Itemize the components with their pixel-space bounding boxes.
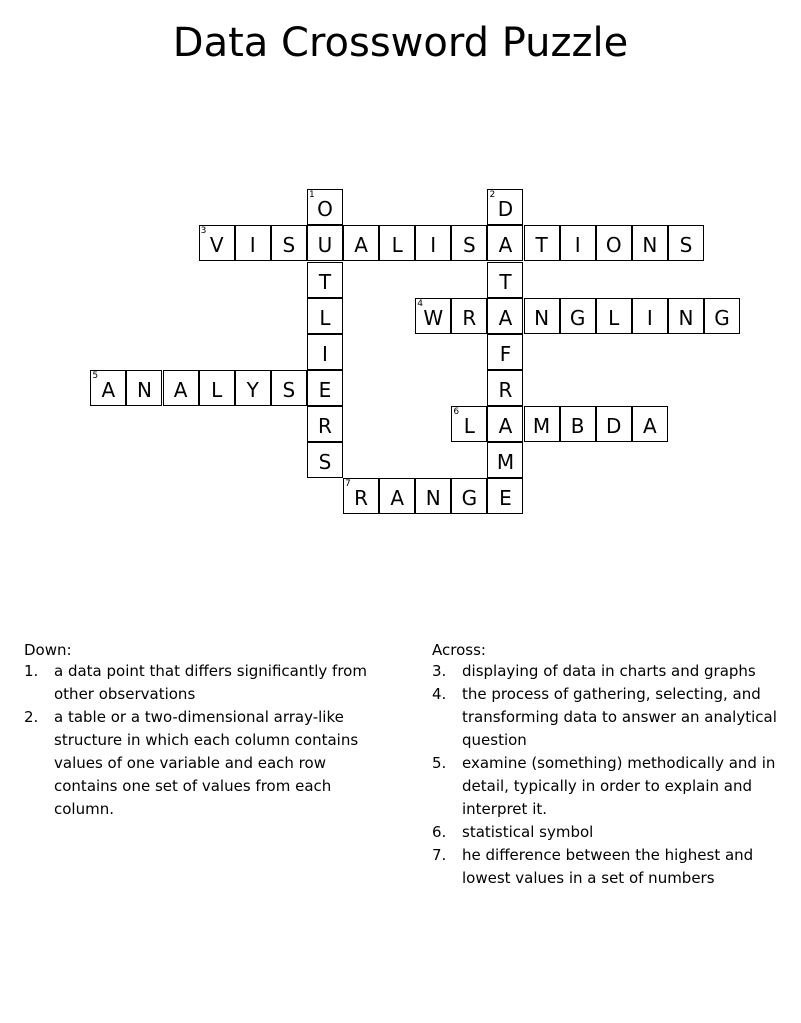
cell-letter: L [211,377,223,402]
clue-text: statistical symbol [462,823,594,841]
clue-text: examine (something) methodically and in detail, typically in order to explain and interpret it. [462,754,776,818]
grid-cell[interactable] [235,370,271,406]
grid-cell[interactable] [668,298,704,334]
grid-cell[interactable] [343,225,379,261]
cell-letter: L [608,305,620,330]
cell-letter: N [678,305,694,330]
cell-letter: F [499,341,512,366]
grid-cell[interactable] [632,298,668,334]
cell-letter: S [282,377,296,402]
grid-cell[interactable] [199,225,235,261]
grid-cell[interactable] [596,406,632,442]
grid-cell[interactable] [487,189,523,225]
cell-letter: T [499,269,512,294]
grid-cell[interactable] [487,334,523,370]
cell-letter: V [209,233,224,258]
cell-letter: A [498,233,513,258]
grid-cell[interactable] [487,478,523,514]
grid-cell[interactable] [487,262,523,298]
grid-cell[interactable] [307,370,343,406]
clue-number-label: 6 [453,406,460,417]
grid-cell[interactable] [451,298,487,334]
cell-letter: S [318,450,332,475]
cell-letter: A [498,413,513,438]
clue-text: a data point that differs significantly from other observations [54,662,367,703]
cell-letter: G [569,305,586,330]
cell-letter: E [318,377,332,402]
cell-letter: A [101,377,116,402]
down-clue [24,706,384,821]
clue-number-label: 2 [489,190,496,201]
cell-letter: N [534,305,550,330]
grid-cell[interactable] [90,370,126,406]
down-heading: Down: [24,641,72,659]
clue-number: 3. [432,662,447,680]
cell-letter: Y [246,377,259,402]
cell-letter: T [535,233,548,258]
clue-number-label: 5 [92,370,99,381]
grid-cell[interactable] [307,225,343,261]
grid-cell[interactable] [271,370,307,406]
cell-letter: E [499,486,512,511]
cell-letter: W [423,305,444,330]
cell-letter: M [496,450,515,475]
clue-number: 2. [24,708,39,726]
clue-text: a table or a two-dimensional array-like structure in which each column contains values of one variable and each row contains one set of values from each column. [54,708,359,818]
cell-letter: D [497,197,514,222]
cell-letter: L [319,305,331,330]
grid-cell[interactable] [307,262,343,298]
clue-number: 5. [432,754,447,772]
cell-letter: R [318,413,332,438]
cell-letter: L [391,233,403,258]
across-clue [432,844,787,890]
grid-cell[interactable] [524,225,560,261]
grid-cell[interactable] [307,298,343,334]
clue-number: 4. [432,685,447,703]
cell-letter: I [249,233,256,258]
grid-cell[interactable] [487,370,523,406]
grid-cell[interactable] [307,189,343,225]
cell-letter: R [462,305,477,330]
grid-cell[interactable] [560,406,596,442]
grid-cell[interactable] [451,225,487,261]
across-clue [432,752,787,821]
page-title: Data Crossword Puzzle [172,20,629,66]
cell-letter: N [136,377,152,402]
cell-letter: A [498,305,513,330]
across-clue [432,660,787,683]
grid-cell[interactable] [668,225,704,261]
clue-number-label: 3 [200,226,207,237]
cell-letter: G [461,486,478,511]
grid-cell[interactable] [487,406,523,442]
grid-cell[interactable] [415,478,451,514]
clue-text: displaying of data in charts and graphs [462,662,756,680]
cell-letter: R [354,486,368,511]
clue-number: 6. [432,823,447,841]
cell-letter: S [463,233,476,258]
cell-letter: A [390,486,404,511]
grid-cell[interactable] [379,478,415,514]
cell-letter: O [605,233,622,258]
grid-cell[interactable] [307,406,343,442]
cell-letter: I [430,233,437,258]
grid-cell[interactable] [596,225,632,261]
grid-cell[interactable] [596,298,632,334]
cell-letter: I [646,305,653,330]
clue-text: the process of gathering, selecting, and transforming data to answer an analytical question [462,685,777,749]
across-clue [432,821,787,844]
cell-letter: S [679,233,693,258]
grid-cell[interactable] [560,225,596,261]
grid-cell[interactable] [524,406,560,442]
cell-letter: T [318,269,332,294]
clue-number: 7. [432,846,447,864]
grid-cell[interactable] [379,225,415,261]
cell-letter: R [498,377,513,402]
grid-cell[interactable] [271,225,307,261]
across-clue [432,683,787,752]
clue-number-label: 7 [345,479,351,490]
cell-letter: M [532,413,551,438]
grid-cell[interactable] [632,225,668,261]
cell-letter: G [714,305,730,330]
grid-cell[interactable] [487,442,523,478]
cell-letter: A [173,377,188,402]
grid-cell[interactable] [307,442,343,478]
cell-letter: I [322,341,328,366]
clue-number-label: 4 [417,298,423,309]
grid-cell[interactable] [704,298,740,334]
grid-cell[interactable] [560,298,596,334]
cell-letter: I [574,233,581,258]
cell-letter: A [643,413,657,438]
across-heading: Across: [432,641,486,659]
grid-cell[interactable] [163,370,199,406]
cell-letter: N [425,486,441,511]
cell-letter: D [606,413,622,438]
cell-letter: A [354,233,368,258]
grid-cell[interactable] [343,478,379,514]
grid-cell[interactable] [199,370,235,406]
cell-letter: B [570,413,585,438]
cell-letter: U [317,233,333,258]
grid-cell[interactable] [487,298,523,334]
cell-letter: N [642,233,658,258]
clue-number-label: 1 [308,190,315,201]
clue-text: he difference between the highest and lowest values in a set of numbers [462,846,754,887]
down-clues [24,640,384,821]
grid-cell[interactable] [235,225,271,261]
grid-cell[interactable] [415,225,451,261]
across-clues [432,640,787,890]
grid-cell[interactable] [415,298,451,334]
cell-letter: L [463,413,475,438]
clue-number: 1. [24,662,39,680]
down-clue [24,660,384,706]
grid-cell[interactable] [307,334,343,370]
grid-cell[interactable] [126,370,162,406]
grid-cell[interactable] [524,298,560,334]
grid-cell[interactable] [487,225,523,261]
cell-letter: O [317,197,333,222]
grid-cell[interactable] [632,406,668,442]
grid-cell[interactable] [451,478,487,514]
grid-cell[interactable] [451,406,487,442]
cell-letter: S [282,233,296,258]
